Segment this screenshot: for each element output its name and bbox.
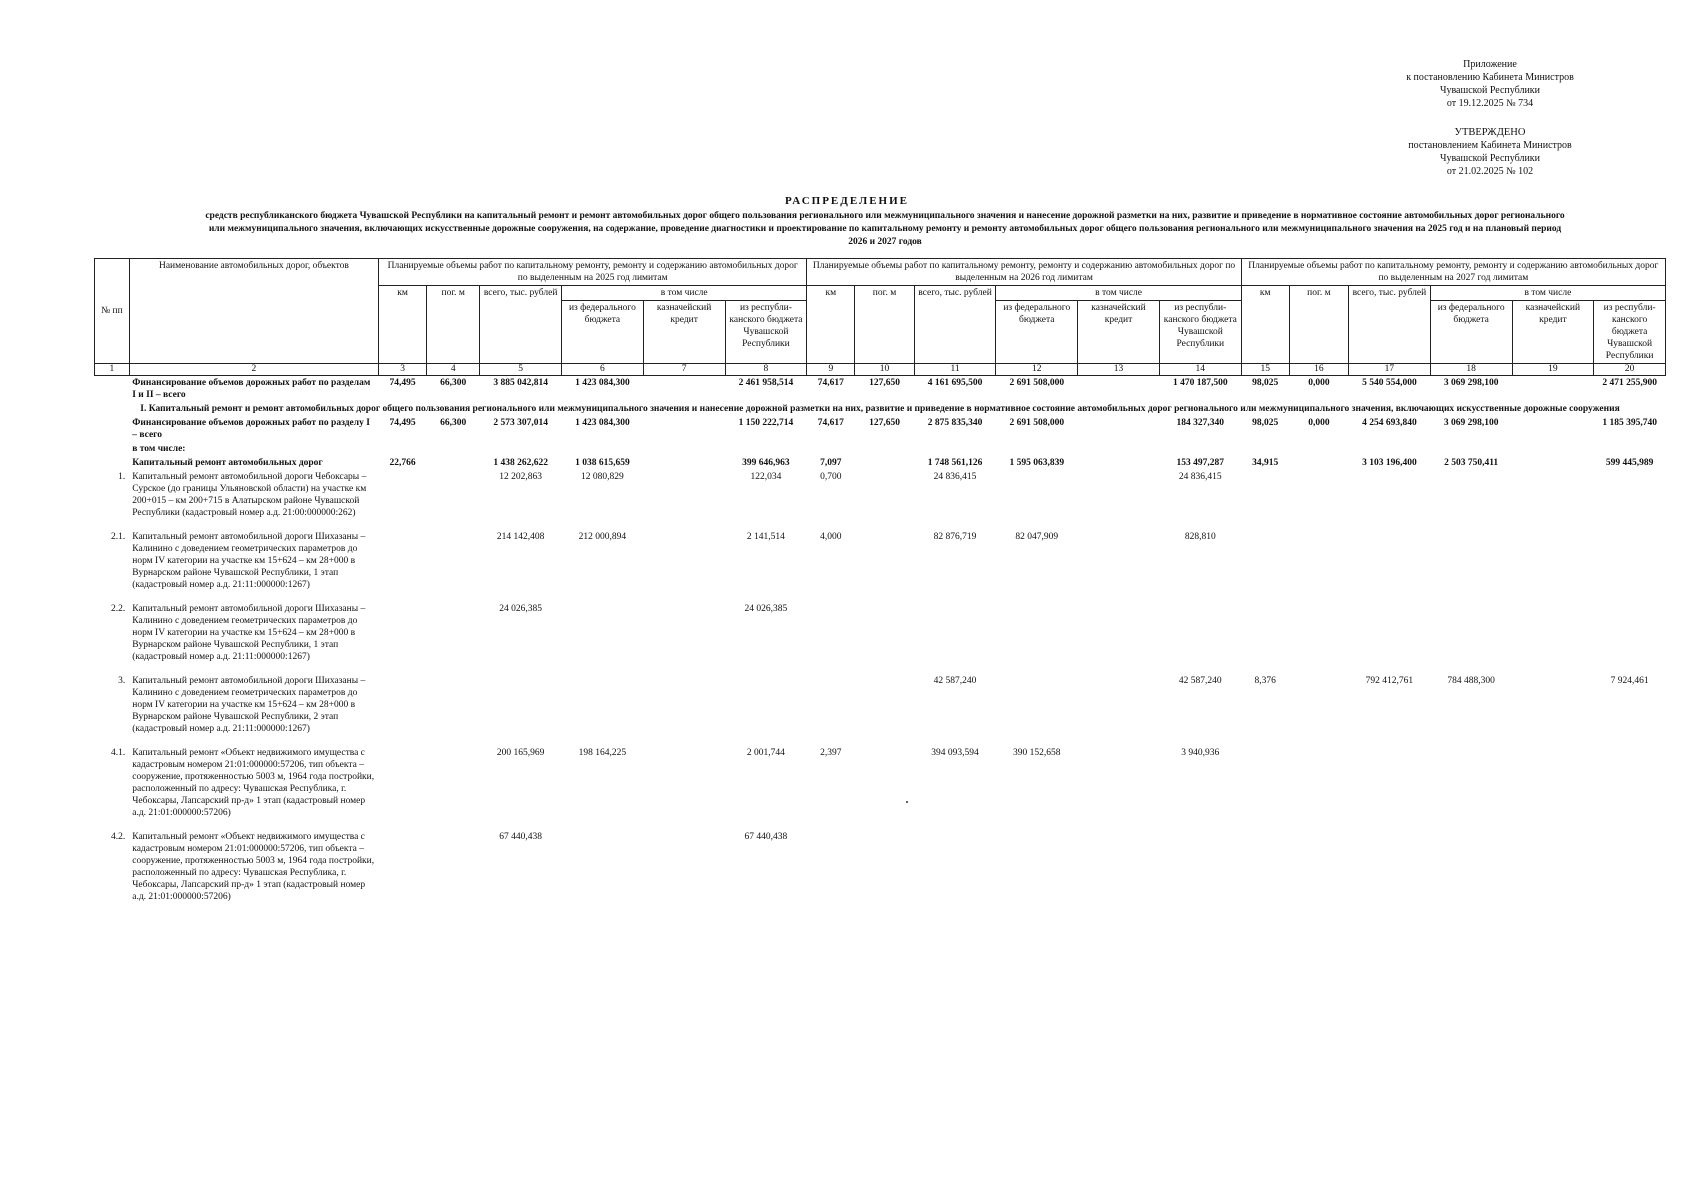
header-federal: из федерального бюджета (996, 301, 1078, 364)
value-cell (480, 674, 562, 736)
value-cell: 82 047,909 (1015, 532, 1059, 542)
value-cell (1289, 830, 1348, 904)
value-cell: 3 940,936 (1181, 748, 1220, 758)
document-title: РАСПРЕДЕЛЕНИЕ (784, 195, 909, 207)
value-cell (1430, 830, 1512, 904)
value-cell (562, 674, 644, 736)
column-number: 2 (129, 364, 378, 376)
column-number: 14 (1159, 364, 1241, 376)
header-total: всего, тыс. рублей (1349, 286, 1431, 364)
value-cell (1349, 830, 1431, 904)
value-cell: 127,650 (869, 418, 900, 428)
table-row-grand-total (95, 376, 1666, 403)
value-cell (1241, 746, 1289, 820)
value-cell (427, 530, 480, 592)
value-cell (1078, 830, 1160, 904)
value-cell (427, 746, 480, 820)
value-cell (1289, 602, 1348, 664)
value-cell (996, 470, 1078, 520)
value-cell (643, 674, 725, 736)
value-cell (1078, 602, 1160, 664)
table-row (95, 830, 1666, 904)
approval-heading: УТВЕРЖДЕНО (1454, 127, 1526, 138)
value-cell: 198 164,225 (578, 748, 627, 758)
value-cell (1512, 416, 1594, 442)
value-cell (1289, 746, 1348, 820)
column-number: 15 (1241, 364, 1289, 376)
value-cell: 1 423 084,300 (575, 418, 630, 428)
column-number: 16 (1289, 364, 1348, 376)
value-cell: 599 445,989 (1605, 458, 1654, 468)
row-name: Финансирование объемов дорожных работ по разделам I и II – всего (132, 378, 371, 400)
row-name: Капитальный ремонт «Объект недвижимого имущества с кадастровым номером 21:01:000000:57206, тип объекта – сооружение, протяженностью 5003 м, 1964 года постройки, расположенный по адресу: Чувашская Республика, г. Чебоксары, Лапсарский пр-д» 1 этап (кадастровый номер а.д. 21:01:000000:57206) (132, 748, 375, 818)
row-number (95, 456, 130, 470)
header-pog-m: пог. м (427, 286, 480, 364)
value-cell: 22,766 (389, 458, 416, 468)
value-cell: 212 000,894 (578, 532, 627, 542)
value-cell (1078, 530, 1160, 592)
column-number: 12 (996, 364, 1078, 376)
value-cell: 1 748 561,126 (927, 458, 983, 468)
value-cell (643, 530, 725, 592)
value-cell (427, 470, 480, 520)
appendix-line: Приложение (1463, 59, 1517, 70)
value-cell (855, 674, 914, 736)
value-cell: 7 924,461 (1610, 676, 1649, 686)
value-cell (1078, 674, 1160, 736)
value-cell (379, 530, 427, 592)
value-cell: 1 038 615,659 (575, 458, 630, 468)
value-cell: 67 440,438 (744, 832, 788, 842)
header-including: в том числе (996, 286, 1241, 301)
header-pog-m: пог. м (855, 286, 914, 364)
value-cell: 7,097 (820, 458, 842, 468)
scan-speck (906, 801, 908, 803)
value-cell (855, 830, 914, 904)
table-row-section-total (95, 416, 1666, 442)
column-number: 3 (379, 364, 427, 376)
value-cell: 214 142,408 (496, 532, 545, 542)
value-cell (1289, 456, 1348, 470)
column-number: 18 (1430, 364, 1512, 376)
value-cell (379, 746, 427, 820)
value-cell (643, 456, 725, 470)
row-number: 3. (118, 676, 126, 686)
value-cell (1241, 830, 1289, 904)
value-cell: 2,397 (820, 748, 842, 758)
value-cell: 5 540 554,000 (1362, 378, 1417, 388)
value-cell: 2 141,514 (746, 532, 785, 542)
value-cell (427, 456, 480, 470)
value-cell (1078, 376, 1160, 403)
value-cell (1430, 602, 1512, 664)
value-cell: 24 026,385 (499, 604, 543, 614)
row-name: Капитальный ремонт «Объект недвижимого имущества с кадастровым номером 21:01:000000:57206, тип объекта – сооружение, протяженностью 5003 м, 1964 года постройки, расположенный по адресу: Чувашская Республика, г. Чебоксары, Лапсарский пр-д» 1 этап (кадастровый номер а.д. 21:01:000000:57206) (132, 832, 375, 902)
value-cell (427, 830, 480, 904)
header-treasury: казначейский кредит (1512, 301, 1594, 364)
value-cell (725, 674, 807, 736)
appendix-line: к постановлению Кабинета Министров (1406, 72, 1574, 83)
value-cell: 200 165,969 (496, 748, 545, 758)
column-number: 5 (480, 364, 562, 376)
value-cell (1512, 830, 1594, 904)
value-cell (643, 376, 725, 403)
value-cell: 42 587,240 (933, 676, 977, 686)
header-group-2025: Планируемые объемы работ по капитальному ремонту, ремонту и содержанию автомобильных дорог по выделенным на 2025 год лимитам (379, 259, 807, 286)
value-cell: 122,034 (750, 472, 782, 482)
value-cell (1241, 530, 1289, 592)
value-cell: 42 587,240 (1178, 676, 1222, 686)
value-cell (1430, 470, 1512, 520)
value-cell: 0,000 (1308, 378, 1330, 388)
value-cell: 74,495 (389, 418, 416, 428)
value-cell (1289, 674, 1348, 736)
row-name: Капитальный ремонт автомобильной дороги Шихазаны – Калинино с доведением геометрических параметров до норм IV категории на участке км 15+624 – км 28+000 в Вурнарском районе Чувашской Республики, 1 этап (кадастровый номер а.д. 21:11:000000:1267) (132, 604, 366, 662)
value-cell (562, 602, 644, 664)
value-cell (643, 602, 725, 664)
row-number: 2.1. (110, 532, 126, 542)
table-row (95, 746, 1666, 820)
value-cell: 82 876,719 (933, 532, 977, 542)
column-number: 20 (1594, 364, 1666, 376)
value-cell: 67 440,438 (499, 832, 543, 842)
value-cell: 1 470 187,500 (1172, 378, 1228, 388)
value-cell: 399 646,963 (742, 458, 790, 468)
column-number: 8 (725, 364, 807, 376)
value-cell: 34,915 (1252, 458, 1279, 468)
value-cell: 1 423 084,300 (575, 378, 630, 388)
column-number: 11 (914, 364, 996, 376)
value-cell: 24 836,415 (1178, 472, 1222, 482)
value-cell: 24 026,385 (744, 604, 788, 614)
budget-distribution-table (94, 258, 1666, 904)
header-km: км (1241, 286, 1289, 364)
header-group-2026: Планируемые объемы работ по капитальному ремонту, ремонту и содержанию автомобильных дорог по выделенным на 2026 год лимитам (807, 259, 1241, 286)
in-that-row (95, 442, 1666, 456)
value-cell: 74,617 (817, 378, 844, 388)
value-cell (1512, 602, 1594, 664)
value-cell: 1 185 395,740 (1602, 418, 1657, 428)
value-cell: 784 488,300 (1447, 676, 1495, 686)
value-cell: 4 161 695,500 (927, 378, 983, 388)
document-subtitle: средств республиканского бюджета Чувашской Республики на капитальный ремонт и ремонт автомобильных дорог общего пользования регионального или межмуниципального значения и нанесение дорожной разметки на них, развитие и приведение в нормативное состояние автомобильных дорог регионального или межмуниципального значения, включающих искусственные дорожные сооружения, на содержание, проведение диагностики и проектирование по капитальному ремонту и ремонту автомобильных дорог общего пользования регионального или межмуниципального значения на 2025 год и на плановый период 2026 и 2027 годов (205, 211, 1565, 247)
value-cell (855, 456, 914, 470)
value-cell (1349, 602, 1431, 664)
value-cell (1241, 602, 1289, 664)
value-cell (379, 674, 427, 736)
value-cell: 3 069 298,100 (1443, 418, 1499, 428)
value-cell: 12 202,863 (499, 472, 543, 482)
approval-line: от 21.02.2025 № 102 (1446, 166, 1534, 177)
value-cell: 66,300 (440, 418, 467, 428)
value-cell: 153 497,287 (1176, 458, 1225, 468)
approval-block (1360, 126, 1620, 178)
row-number (95, 376, 130, 403)
column-number: 10 (855, 364, 914, 376)
value-cell (643, 746, 725, 820)
value-cell (1349, 470, 1431, 520)
value-cell (1512, 530, 1594, 592)
value-cell: 74,617 (817, 418, 844, 428)
value-cell: 8,376 (1254, 676, 1276, 686)
value-cell: 4,000 (820, 532, 842, 542)
value-cell (855, 530, 914, 592)
value-cell (1594, 530, 1666, 592)
header-federal: из федерального бюджета (562, 301, 644, 364)
value-cell: 98,025 (1252, 418, 1279, 428)
approval-line: Чувашской Республики (1439, 153, 1541, 164)
row-number: 4.2. (110, 832, 126, 842)
value-cell: 390 152,658 (1013, 748, 1061, 758)
row-name: Капитальный ремонт автомобильных дорог (132, 458, 323, 468)
column-number: 13 (1078, 364, 1160, 376)
in-that-label: в том числе: (132, 444, 186, 454)
value-cell (1512, 746, 1594, 820)
value-cell (996, 830, 1078, 904)
value-cell (1078, 470, 1160, 520)
value-cell (855, 746, 914, 820)
column-number-row (95, 364, 1666, 376)
column-number: 7 (643, 364, 725, 376)
value-cell (1512, 674, 1594, 736)
row-name: Капитальный ремонт автомобильной дороги Шихазаны – Калинино с доведением геометрических параметров до норм IV категории на участке км 15+624 – км 28+000 в Вурнарском районе Чувашской Республики, 1 этап (кадастровый номер а.д. 21:11:000000:1267) (132, 532, 366, 590)
value-cell (914, 830, 996, 904)
appendix-line: Чувашской Республики (1439, 85, 1541, 96)
value-cell: 1 150 222,714 (738, 418, 794, 428)
value-cell (1159, 830, 1241, 904)
value-cell: 828,810 (1184, 532, 1216, 542)
value-cell (1430, 746, 1512, 820)
header-republic: из республи-канского бюджета Чувашской Республики (1594, 301, 1666, 364)
value-cell (807, 830, 855, 904)
header-including: в том числе (1430, 286, 1665, 301)
header-federal: из федерального бюджета (1430, 301, 1512, 364)
row-number: 1. (118, 472, 126, 482)
value-cell: 3 885 042,814 (493, 378, 548, 388)
value-cell: 792 412,761 (1365, 676, 1414, 686)
header-treasury: казначейский кредит (1078, 301, 1160, 364)
value-cell (1159, 602, 1241, 664)
table-row (95, 530, 1666, 592)
header-group-2027: Планируемые объемы работ по капитальному ремонту, ремонту и содержанию автомобильных дорог по выделенным на 2027 год лимитам (1241, 259, 1665, 286)
column-number: 17 (1349, 364, 1431, 376)
value-cell: 127,650 (869, 378, 900, 388)
section-title: I. Капитальный ремонт и ремонт автомобильных дорог общего пользования регионального или межмуниципального значения и нанесение дорожной разметки на них, развитие и приведение в нормативное состояние автомобильных дорог регионального или межмуниципального значения, включающих искусственные дорожные сооружения (140, 404, 1620, 414)
value-cell (1289, 470, 1348, 520)
value-cell: 74,495 (389, 378, 416, 388)
value-cell (643, 416, 725, 442)
value-cell: 184 327,340 (1176, 418, 1225, 428)
value-cell (1512, 456, 1594, 470)
value-cell: 2 875 835,340 (927, 418, 983, 428)
value-cell (855, 602, 914, 664)
appendix-block (1360, 58, 1620, 110)
approval-line: постановлением Кабинета Министров (1408, 140, 1572, 151)
value-cell (1430, 530, 1512, 592)
value-cell (807, 602, 855, 664)
header-name: Наименование автомобильных дорог, объектов (129, 259, 378, 364)
section-title-row (95, 402, 1666, 416)
value-cell: 1 595 063,839 (1009, 458, 1065, 468)
value-cell: 0,700 (820, 472, 842, 482)
value-cell: 66,300 (440, 378, 467, 388)
value-cell (1078, 456, 1160, 470)
header-km: км (379, 286, 427, 364)
value-cell (1241, 470, 1289, 520)
value-cell: 394 093,594 (931, 748, 979, 758)
value-cell (1349, 530, 1431, 592)
value-cell: 12 080,829 (581, 472, 624, 482)
value-cell (1078, 746, 1160, 820)
column-number: 1 (95, 364, 130, 376)
header-total: всего, тыс. рублей (480, 286, 562, 364)
row-name: Капитальный ремонт автомобильной дороги Чебоксары – Сурское (до границы Ульяновской области) на участке км 200+015 – км 200+715 в Алатырском районе Чувашской Республики (кадастровый номер а.д. 21:00:000000:262) (132, 472, 367, 518)
header-pog-m: пог. м (1289, 286, 1348, 364)
value-cell (643, 830, 725, 904)
value-cell: 2 573 307,014 (493, 418, 548, 428)
value-cell: 2 503 750,411 (1444, 458, 1499, 468)
value-cell (1512, 376, 1594, 403)
header-republic: из республи-канского бюджета Чувашской Республики (725, 301, 807, 364)
column-number: 19 (1512, 364, 1594, 376)
row-number (95, 416, 130, 442)
value-cell: 2 461 958,514 (738, 378, 794, 388)
value-cell: 24 836,415 (933, 472, 977, 482)
value-cell (1349, 746, 1431, 820)
value-cell (379, 830, 427, 904)
column-number: 4 (427, 364, 480, 376)
value-cell: 3 103 196,400 (1362, 458, 1417, 468)
header-km: км (807, 286, 855, 364)
value-cell: 2 691 508,000 (1009, 378, 1065, 388)
table-row (95, 602, 1666, 664)
value-cell: 98,025 (1252, 378, 1279, 388)
table-row (95, 470, 1666, 520)
appendix-line: от 19.12.2025 № 734 (1446, 98, 1534, 109)
row-number: 4.1. (110, 748, 126, 758)
header-total: всего, тыс. рублей (914, 286, 996, 364)
value-cell (914, 602, 996, 664)
value-cell (427, 674, 480, 736)
value-cell (1594, 470, 1666, 520)
value-cell (807, 674, 855, 736)
header-treasury: казначейский кредит (643, 301, 725, 364)
value-cell (1594, 602, 1666, 664)
header-including: в том числе (562, 286, 807, 301)
value-cell: 3 069 298,100 (1443, 378, 1499, 388)
value-cell: 0,000 (1308, 418, 1330, 428)
value-cell (1289, 530, 1348, 592)
row-number: 2.2. (110, 604, 126, 614)
value-cell (855, 470, 914, 520)
value-cell: 4 254 693,840 (1362, 418, 1417, 428)
value-cell (996, 674, 1078, 736)
value-cell (996, 602, 1078, 664)
value-cell (643, 470, 725, 520)
table-row-capital-repair (95, 456, 1666, 470)
value-cell: 2 471 255,900 (1602, 378, 1657, 388)
row-name: Капитальный ремонт автомобильной дороги Шихазаны – Калинино с доведением геометрических параметров до норм IV категории на участке км 15+624 – км 28+000 в Вурнарском районе Чувашской Республики, 2 этап (кадастровый номер а.д. 21:11:000000:1267) (132, 676, 366, 734)
value-cell (1512, 470, 1594, 520)
value-cell (379, 602, 427, 664)
value-cell (379, 470, 427, 520)
header-republic: из республи-канского бюджета Чувашской Республики (1159, 301, 1241, 364)
value-cell: 2 001,744 (746, 748, 785, 758)
value-cell: 1 438 262,622 (493, 458, 548, 468)
header-no: № пп (95, 259, 130, 364)
value-cell (1594, 746, 1666, 820)
column-number: 9 (807, 364, 855, 376)
table-row (95, 674, 1666, 736)
row-name: Финансирование объемов дорожных работ по разделу I – всего (132, 418, 370, 440)
column-number: 6 (562, 364, 644, 376)
value-cell (1594, 830, 1666, 904)
value-cell: 2 691 508,000 (1009, 418, 1065, 428)
value-cell (562, 830, 644, 904)
value-cell (427, 602, 480, 664)
value-cell (1078, 416, 1160, 442)
